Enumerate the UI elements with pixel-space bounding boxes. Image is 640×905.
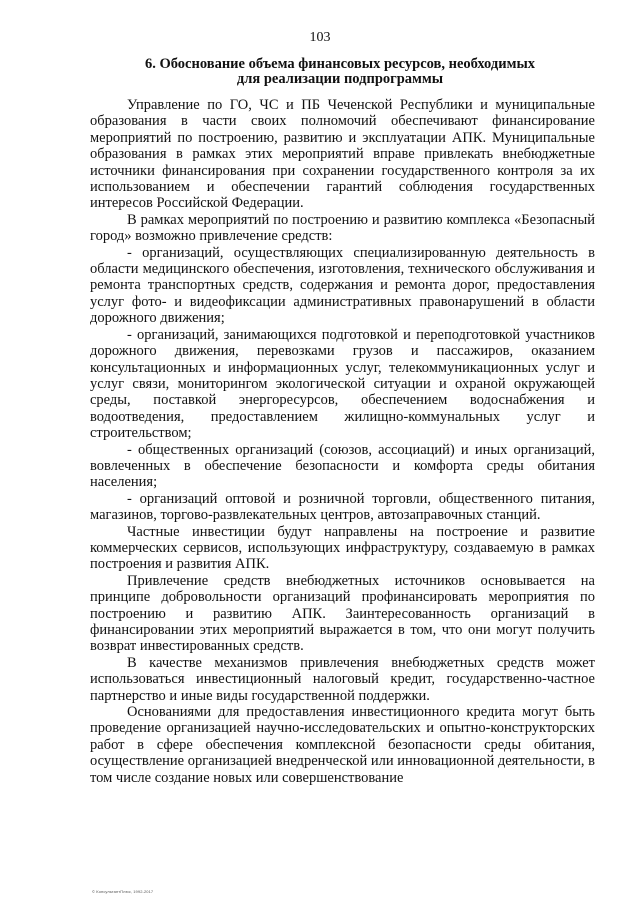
page-number: 103 — [309, 30, 331, 45]
list-item: - организаций оптовой и розничной торговли, общественного питания, магазинов, торгово-развлекательных центров, автозаправочных станций. — [90, 490, 595, 524]
paragraph-voluntary-principle: Привлечение средств внебюджетных источников основывается на принципе добровольности организаций профинансировать мероприятия по построению и развитию АПК. Заинтересованность организаций в финансировании этих мероприятий выражается в том, что они могут получить возврат инвестированных средств. — [90, 572, 595, 655]
section-heading-line-2: для реализации подпрограммы — [236, 71, 444, 87]
list-item: - организаций, занимающихся подготовкой и переподготовкой участников дорожного движения, перевозками грузов и пассажиров, оказанием консультационных и информационных услуг, телекоммуникационных услуг и услуг связи, мониторингом экологической ситуации и охраной окружающей среды, поставкой энергоресурсов, обеспечением водоснабжения и водоотведения, предоставлением жилищно-коммунальных услуг и строительством; — [90, 326, 595, 442]
footer-note: © КонсультантПлюс, 1992-2017 — [92, 889, 154, 894]
list-item: - общественных организаций (союзов, ассоциаций) и иных организаций, вовлеченных в обеспечение безопасности и комфорта среды обитания населения; — [90, 441, 595, 491]
paragraph-mechanisms: В качестве механизмов привлечения внебюджетных средств может использоваться инвестиционный налоговый кредит, государственно-частное партнерство и иные виды государственной поддержки. — [90, 654, 595, 704]
section-heading — [90, 57, 590, 87]
body-text — [90, 97, 595, 786]
paragraph-intro: Управление по ГО, ЧС и ПБ Чеченской Республики и муниципальные образования в части своих полномочий обеспечивают финансирование мероприятий по построению, развитию и эксплуатации АПК. Муниципальные образования в рамках этих мероприятий вправе привлекать внебюджетные источники финансирования при сохранении государственного контроля за их использованием и обеспечении гарантий соблюдения государственных интересов Российской Федерации. — [90, 97, 595, 212]
paragraph-credit-grounds: Основаниями для предоставления инвестиционного кредита могут быть проведение организацией научно-исследовательских и опытно-конструкторских работ в сфере обеспечения комплексной безопасности среды обитания, осуществление организацией внедренческой или инновационной деятельности, в том числе создание новых или совершенствование — [90, 704, 595, 786]
list-item: - организаций, осуществляющих специализированную деятельность в области медицинского обеспечения, изготовления, технического обслуживания и ремонта транспортных средств, содержания и ремонта дорог, предоставления услуг фото- и видеофиксации административных правонарушений в области дорожного движения; — [90, 244, 595, 327]
paragraph-private-investment: Частные инвестиции будут направлены на построение и развитие коммерческих сервисов, использующих инфраструктуру, создаваемую в рамках построения и развития АПК. — [90, 523, 595, 573]
paragraph-funding-sources: В рамках мероприятий по построению и развитию комплекса «Безопасный город» возможно привлечение средств: — [90, 211, 595, 245]
section-heading-line-1: 6. Обоснование объема финансовых ресурсов, необходимых — [144, 56, 536, 72]
